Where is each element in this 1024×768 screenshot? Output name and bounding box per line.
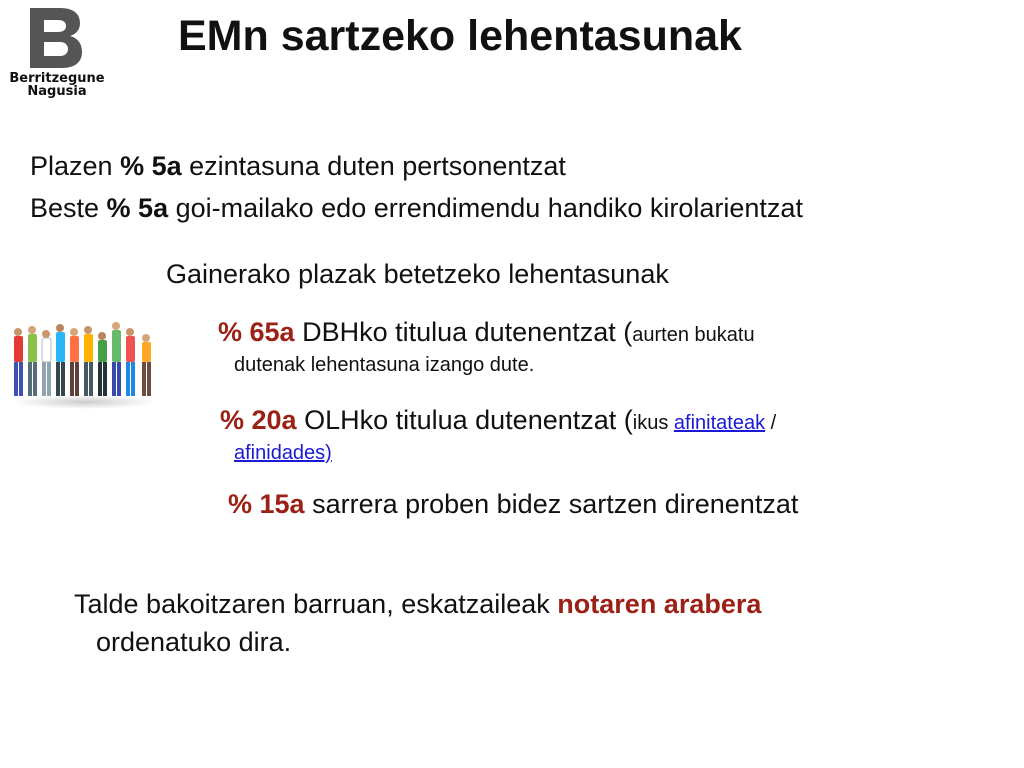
logo-line-1: Berritzegune [9,71,105,86]
afinidades-link[interactable]: afinidades) [234,442,332,464]
priority-olh-pct: % 20a [220,405,297,435]
afinitateak-link[interactable]: afinitateak [673,412,766,434]
priority-dbh-note: aurten bukatu [632,324,755,346]
footer-pre: Talde bakoitzaren barruan, eskatzaileak [74,589,558,619]
page-title: EMn sartzeko lehentasunak [178,12,742,60]
priority-olh [220,404,776,439]
priority-dbh-text: DBHko titulua dutenentzat ( [294,317,633,347]
intro-1-pct: % 5a [120,151,182,181]
subheading: Gainerako plazak betetzeko lehentasunak [166,259,669,289]
people-illustration [10,318,160,410]
intro-line-2 [30,192,803,224]
intro-line-1 [30,150,566,182]
intro-1-post: ezintasuna duten pertsonentzat [181,151,566,181]
priority-dbh-pct: % 65a [218,317,295,347]
footer-line-2: ordenatuko dira. [96,627,292,657]
priority-dbh-note-2: dutenak lehentasuna izango dute. [234,354,535,376]
logo-line-2: Nagusia [27,84,87,99]
footer-line-1 [74,588,761,620]
priority-olh-sep: / [765,412,777,434]
priority-sarrera-text: sarrera proben bidez sartzen direnentzat [304,489,799,519]
intro-2-post: goi-mailako edo errendimendu handiko kirolarientzat [168,193,803,223]
priority-dbh [218,316,755,351]
intro-1-pre: Plazen [30,151,121,181]
priority-sarrera-pct: % 15a [228,489,305,519]
priority-olh-line-2 [234,440,332,466]
logo-text [2,72,112,98]
logo [0,0,112,112]
logo-b-icon [28,6,84,70]
priority-olh-text: OLHko titulua dutenentzat ( [296,405,633,435]
intro-2-pct: % 5a [106,193,169,223]
footer-highlight: notaren arabera [557,589,762,619]
priority-olh-ikus: ikus [632,412,674,434]
intro-2-pre: Beste [30,193,107,223]
priority-sarrera [228,488,798,520]
people-icon [10,318,160,410]
